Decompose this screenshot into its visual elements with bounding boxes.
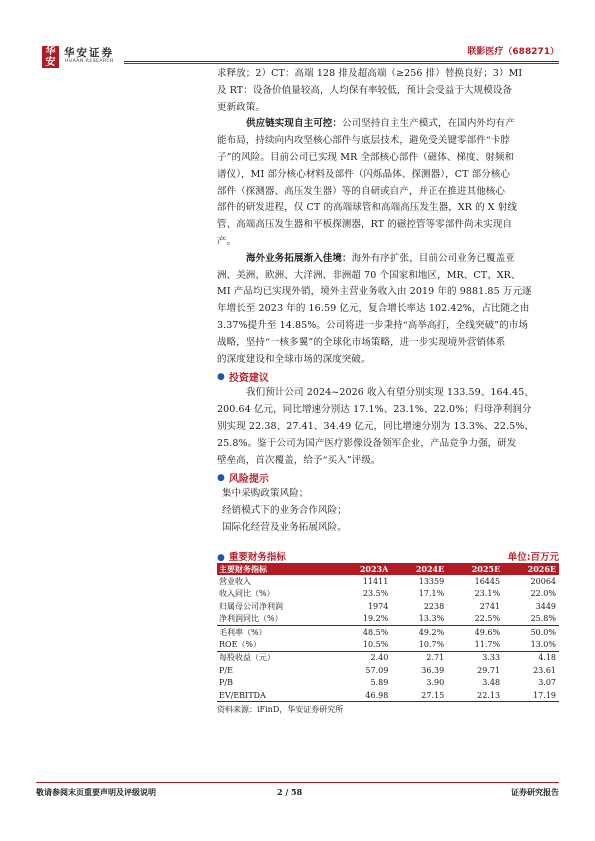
text-line: 能布局，持续向内攻坚核心部件与底层技术，避免受关键零部件“卡脖 bbox=[217, 135, 510, 147]
text-line: 战略，坚持“一核多翼”的全球化市场策略，进一步实现境外营销体系 bbox=[217, 336, 506, 348]
brand-logo-icon: 华安 bbox=[42, 46, 59, 68]
text-line: 我们预计公司 2024~2026 收入有望分别实现 133.59、164.45、 bbox=[246, 387, 534, 399]
list-item: 集中采购政策风险； bbox=[222, 488, 309, 500]
text-line: 洲、美洲、欧洲、大洋洲、非洲超 70 个国家和地区，MR、CT、XR、 bbox=[217, 269, 521, 281]
table-row bbox=[217, 588, 559, 600]
table-cell: 13359 bbox=[418, 577, 445, 587]
paragraph-invest bbox=[217, 385, 559, 469]
table-cell: 29.71 bbox=[477, 665, 501, 675]
table-cell: 49.2% bbox=[391, 625, 447, 638]
text-line: 别实现 22.38、27.41、34.49 亿元，同比增速分别为 13.3%、22.5%、 bbox=[217, 420, 535, 432]
table-cell: 3449 bbox=[535, 601, 556, 611]
section-title: 投资建议 bbox=[228, 373, 269, 385]
table-cell: 27.15 bbox=[391, 689, 447, 702]
table-caption bbox=[217, 549, 559, 563]
table-cell: 11411 bbox=[362, 577, 389, 587]
table-cell: 22.5% bbox=[474, 614, 501, 624]
text-run: 公司坚持自主生产模式，在国内外均有产 bbox=[342, 118, 515, 130]
table-cell: 2741 bbox=[479, 601, 501, 611]
table-source: 资料来源：iFinD，华安证券研究所 bbox=[217, 705, 344, 715]
header-rule bbox=[124, 61, 559, 62]
section-heading-invest bbox=[217, 368, 559, 385]
table-cell: 3.48 bbox=[482, 678, 501, 688]
table-cell: 22.13 bbox=[447, 689, 503, 702]
row-label: P/E bbox=[219, 665, 233, 675]
table-cell: 2238 bbox=[423, 601, 445, 611]
column-header: 2023A bbox=[359, 564, 389, 575]
table-cell: 13.0% bbox=[530, 640, 556, 650]
list-item: 国际化经营及业务拓展风险。 bbox=[222, 521, 347, 533]
text-line: 部件的研发进程，仅 CT 的高端球管和高端高压发生器，XR 的 X 射线 bbox=[217, 202, 517, 214]
financial-table-block bbox=[217, 549, 559, 715]
table-unit: 单位:百万元 bbox=[507, 552, 559, 563]
row-label: 收入同比（%） bbox=[219, 589, 275, 599]
text-line: 及 RT：设备价值量较高，人均保有率较低，预计会受益于大规模设备 bbox=[217, 84, 513, 96]
table-row bbox=[217, 677, 559, 689]
table-cell: 1974 bbox=[367, 601, 389, 611]
table-cell: 46.98 bbox=[335, 689, 391, 702]
table-cell: 16445 bbox=[474, 577, 501, 587]
risk-list bbox=[217, 486, 559, 536]
row-label: P/B bbox=[219, 678, 233, 688]
column-header: 2024E bbox=[415, 564, 445, 575]
section-title: 风险提示 bbox=[228, 474, 269, 486]
table-cell: 3.33 bbox=[447, 651, 503, 664]
footer-rule bbox=[36, 782, 559, 783]
table-cell: 3.07 bbox=[538, 678, 556, 688]
table-title bbox=[217, 549, 286, 563]
bullet-dot-icon: ● bbox=[217, 553, 225, 563]
text-line: 的深度建设和全球市场的深度突破。 bbox=[217, 353, 371, 365]
report-body bbox=[217, 66, 559, 537]
text-line: 壁垒高，首次覆盖，给予“买入”评级。 bbox=[217, 454, 381, 466]
text-line: 产。 bbox=[217, 235, 237, 247]
text-line: 年增长至 2023 年的 16.59 亿元，复合增长率达 102.42%，占比随之由 bbox=[217, 303, 530, 315]
column-header: 2025E bbox=[471, 564, 501, 575]
table-cell: 49.6% bbox=[447, 625, 503, 638]
row-label: 每股收益（元） bbox=[217, 651, 335, 664]
text-line: MI 产品均已实现外销，境外主营业务收入由 2019 年的 9881.85 万元逐 bbox=[217, 286, 532, 298]
table-cell: 10.5% bbox=[362, 640, 389, 650]
table-cell: 2.71 bbox=[391, 651, 447, 664]
section-heading-risk bbox=[217, 469, 559, 486]
paragraph-lead: 供应链实现自主可控： bbox=[246, 118, 343, 130]
table-cell: 23.1% bbox=[474, 589, 501, 599]
text-run: 海外有序扩张，目前公司业务已覆盖亚 bbox=[351, 252, 515, 264]
text-line: 管、高端高压发生器和平板探测器，RT 的磁控管等零部件尚未实现自 bbox=[217, 219, 513, 231]
table-cell: 19.2% bbox=[362, 614, 389, 624]
table-row bbox=[217, 613, 559, 626]
text-line: 更新政策。 bbox=[217, 101, 266, 113]
table-cell: 5.89 bbox=[370, 678, 389, 688]
row-label: 归属母公司净利润 bbox=[219, 601, 283, 611]
footer-disclaimer: 敬请参阅末页重要声明及评级说明 bbox=[36, 787, 156, 797]
financial-table bbox=[217, 563, 559, 702]
table-header-row bbox=[217, 563, 559, 575]
text-line: 部件（探测器、高压发生器）等的自研或自产，并正在推进其他核心 bbox=[217, 185, 506, 197]
table-cell: 20064 bbox=[530, 577, 556, 587]
text-line bbox=[217, 116, 559, 133]
paragraph-policy bbox=[217, 66, 559, 116]
text-line: 求释放；2）CT：高端 128 排及超高端（≥256 排）替换良好；3）MI bbox=[217, 68, 523, 79]
brand-name: 华安证券 bbox=[64, 47, 114, 59]
table-cell: 17.19 bbox=[503, 689, 559, 702]
row-label: 毛利率（%） bbox=[217, 625, 335, 638]
table-cell: 25.8% bbox=[530, 614, 556, 624]
column-header: 主要财务指标 bbox=[219, 563, 267, 574]
table-cell: 11.7% bbox=[474, 640, 501, 650]
table-cell: 17.1% bbox=[418, 589, 445, 599]
table-cell: 36.39 bbox=[421, 665, 445, 675]
table-cell: 10.7% bbox=[418, 640, 445, 650]
list-item: 经销模式下的业务合作风险； bbox=[222, 505, 347, 517]
footer-report-type: 证券研究报告 bbox=[511, 787, 559, 797]
table-cell: 13.3% bbox=[418, 614, 445, 624]
text-line: 200.64 亿元，同比增速分别达 17.1%、23.1%、22.0%；归母净利润分 bbox=[217, 404, 532, 416]
company-ticker: 联影医疗（688271） bbox=[467, 47, 559, 57]
text-line: 谱仪），MI 部分核心材料及部件（闪烁晶体、探测器），CT 部分核心 bbox=[217, 168, 511, 180]
bullet-dot-icon: ● bbox=[217, 371, 225, 382]
table-title-text: 重要财务指标 bbox=[228, 552, 286, 563]
text-line: 子”的风险。目前公司已实现 MR 全部核心部件（磁体、梯度、射频和 bbox=[217, 151, 515, 163]
table-row bbox=[217, 651, 559, 664]
bullet-dot-icon: ● bbox=[217, 472, 225, 483]
table-row bbox=[217, 575, 559, 587]
table-row bbox=[217, 689, 559, 702]
text-line bbox=[217, 251, 559, 268]
paragraph-overseas bbox=[217, 251, 559, 369]
table-row bbox=[217, 664, 559, 676]
text-line: 25.8%。鉴于公司为国产医疗影像设备领军企业，产品竞争力强，研发 bbox=[217, 437, 517, 449]
table-row bbox=[217, 638, 559, 651]
paragraph-lead: 海外业务拓展渐入佳境： bbox=[246, 252, 352, 264]
table-cell: 22.0% bbox=[530, 589, 556, 599]
paragraph-supply-chain bbox=[217, 116, 559, 250]
table-cell: 3.90 bbox=[426, 678, 445, 688]
row-label: 营业收入 bbox=[219, 577, 251, 587]
row-label: 净利润同比（%） bbox=[219, 614, 283, 624]
table-cell: 23.5% bbox=[362, 589, 389, 599]
row-label: EV/EBITDA bbox=[217, 689, 335, 702]
table-cell: 23.61 bbox=[533, 665, 556, 675]
table-row bbox=[217, 625, 559, 638]
page-number: 2 / 58 bbox=[277, 787, 303, 797]
table-cell: 2.40 bbox=[335, 651, 391, 664]
header-rule-accent bbox=[124, 63, 559, 64]
brand-name-en: HUAAN RESEARCH bbox=[65, 59, 114, 64]
column-header: 2026E bbox=[527, 564, 556, 575]
table-cell: 57.09 bbox=[365, 665, 389, 675]
table-cell: 4.18 bbox=[503, 651, 559, 664]
table-cell: 48.5% bbox=[335, 625, 391, 638]
row-label: ROE（%） bbox=[219, 640, 262, 650]
text-line: 3.37%提升至 14.85%。公司将进一步秉持“高举高打，全线突破”的市场 bbox=[217, 319, 528, 331]
table-cell: 50.0% bbox=[503, 625, 559, 638]
table-row bbox=[217, 600, 559, 612]
